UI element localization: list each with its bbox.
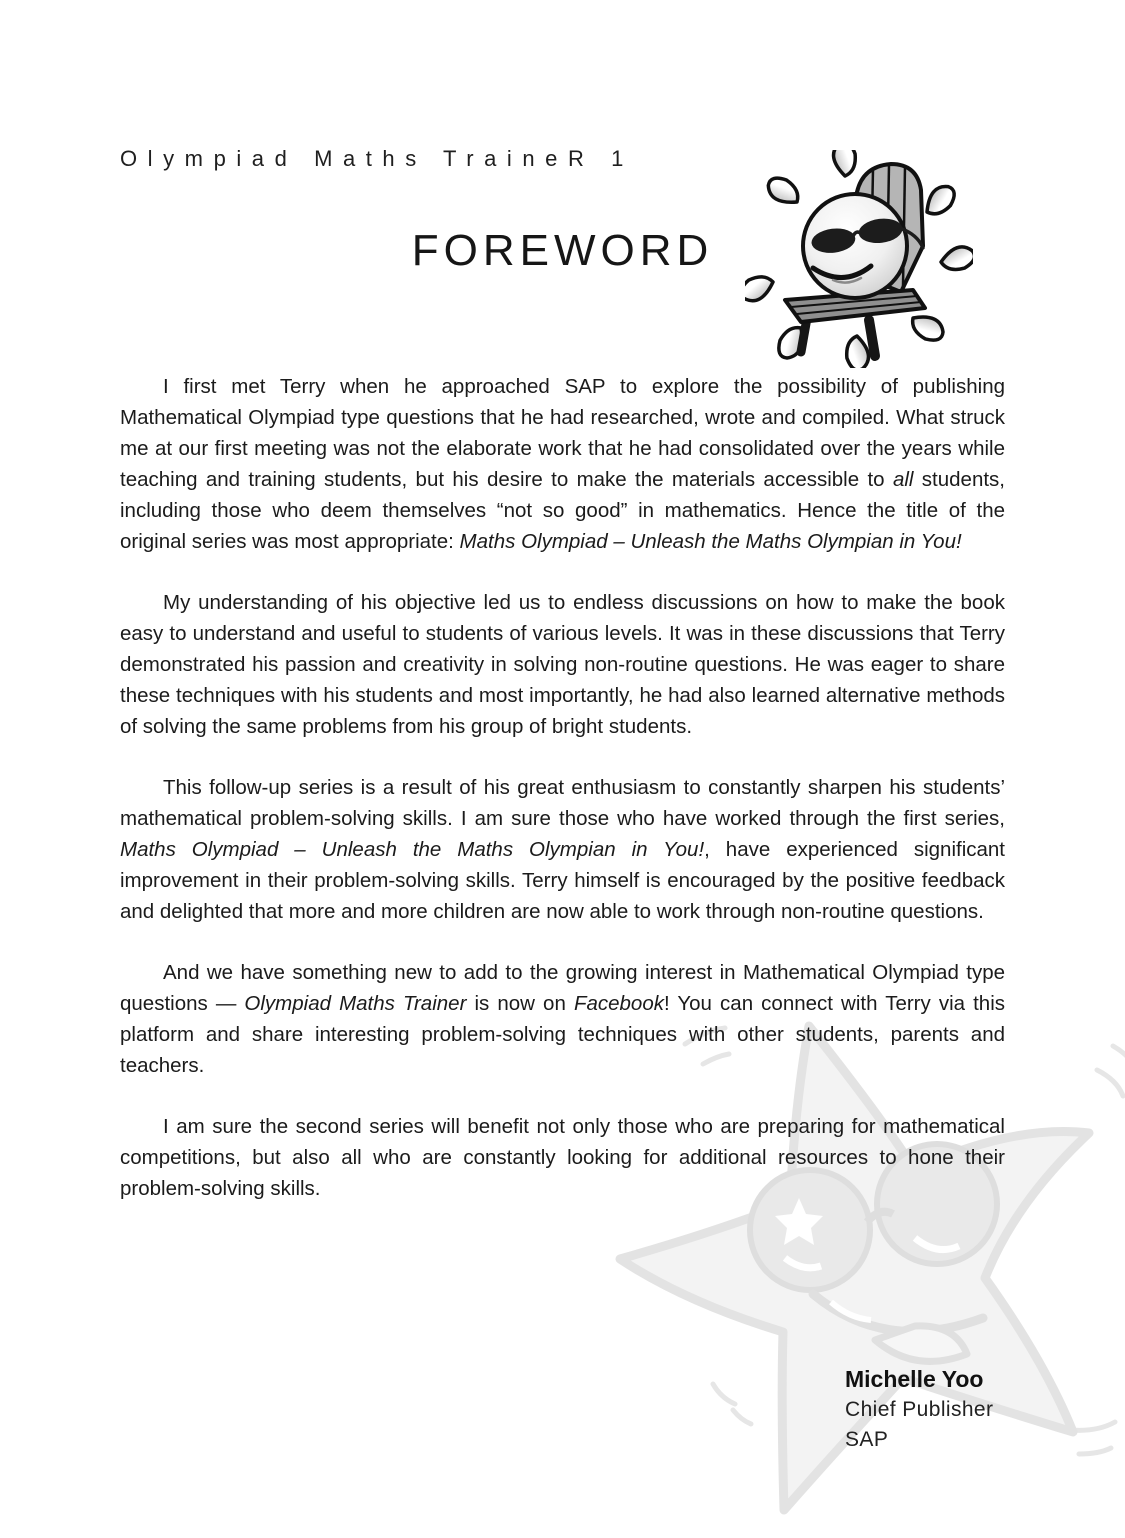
italic-text-run: Olympiad Maths Trainer [244,992,467,1015]
foreword-paragraph [120,1111,1005,1204]
signature-org: SAP [845,1428,889,1451]
text-run: ! You can connect with Terry via this platform and share interesting problem-solving techniques with other students, parents and teachers. [120,992,1006,1077]
signature-role: Chief Publisher [845,1398,994,1421]
foreword-paragraph [120,772,1005,927]
italic-text-run: all [892,468,914,491]
text-run: students, including those who deem themselves “not so good” in mathematics. Hence the title of the original series was most appropriate: [120,468,1005,553]
foreword-paragraph [120,957,1005,1081]
italic-text-run: Maths Olympiad – Unleash the Maths Olympian in You! [459,530,962,553]
text-run: My understanding of his objective led us to endless discussions on how to make the book easy to understand and useful to students of various levels. It was in these discussions that Terry demonstrated his passion and creativity in solving non-routine questions. He was eager to share these techniques with his students and most importantly, he had also learned alternative methods of solving the same problems from his group of bright students. [120,591,1005,738]
signature-block [845,1364,993,1455]
italic-text-run: Facebook [573,992,664,1015]
text-run: is now on [466,992,574,1015]
page-title: FOREWORD [411,226,714,275]
text-run: And we have something new to add to the growing interest in Mathematical Olympiad type questions — [120,961,1005,1015]
text-run: I am sure the second series will benefit not only those who are preparing for mathematical competitions, but also all who are constantly looking for additional resources to hone their problem-solving skills. [120,1115,1005,1200]
foreword-body [120,371,1005,1204]
foreword-paragraph [120,371,1005,557]
signature-name: Michelle Yoo [845,1366,984,1392]
italic-text-run: Maths Olympiad – Unleash the Maths Olympian in You! [120,838,705,861]
text-run: , have experienced significant improvement in their problem-solving skills. Terry himself is encouraged by the positive feedback and delighted that more and more children are now able to work through non-routine questions. [120,838,1005,923]
series-header: Olympiad Maths TraineR 1 [120,146,634,171]
sun-mascot-icon [745,150,973,368]
text-run: I first met Terry when he approached SAP to explore the possibility of publishing Mathematical Olympiad type questions that he had researched, wrote and compiled. What struck me at our first meeting was not the elaborate work that he had consolidated over the years while teaching and training students, but his desire to make the materials accessible to [120,375,1005,491]
text-run: This follow-up series is a result of his great enthusiasm to constantly sharpen his students’ mathematical problem-solving skills. I am sure those who have worked through the first series, [120,776,1005,830]
foreword-paragraph [120,587,1005,742]
